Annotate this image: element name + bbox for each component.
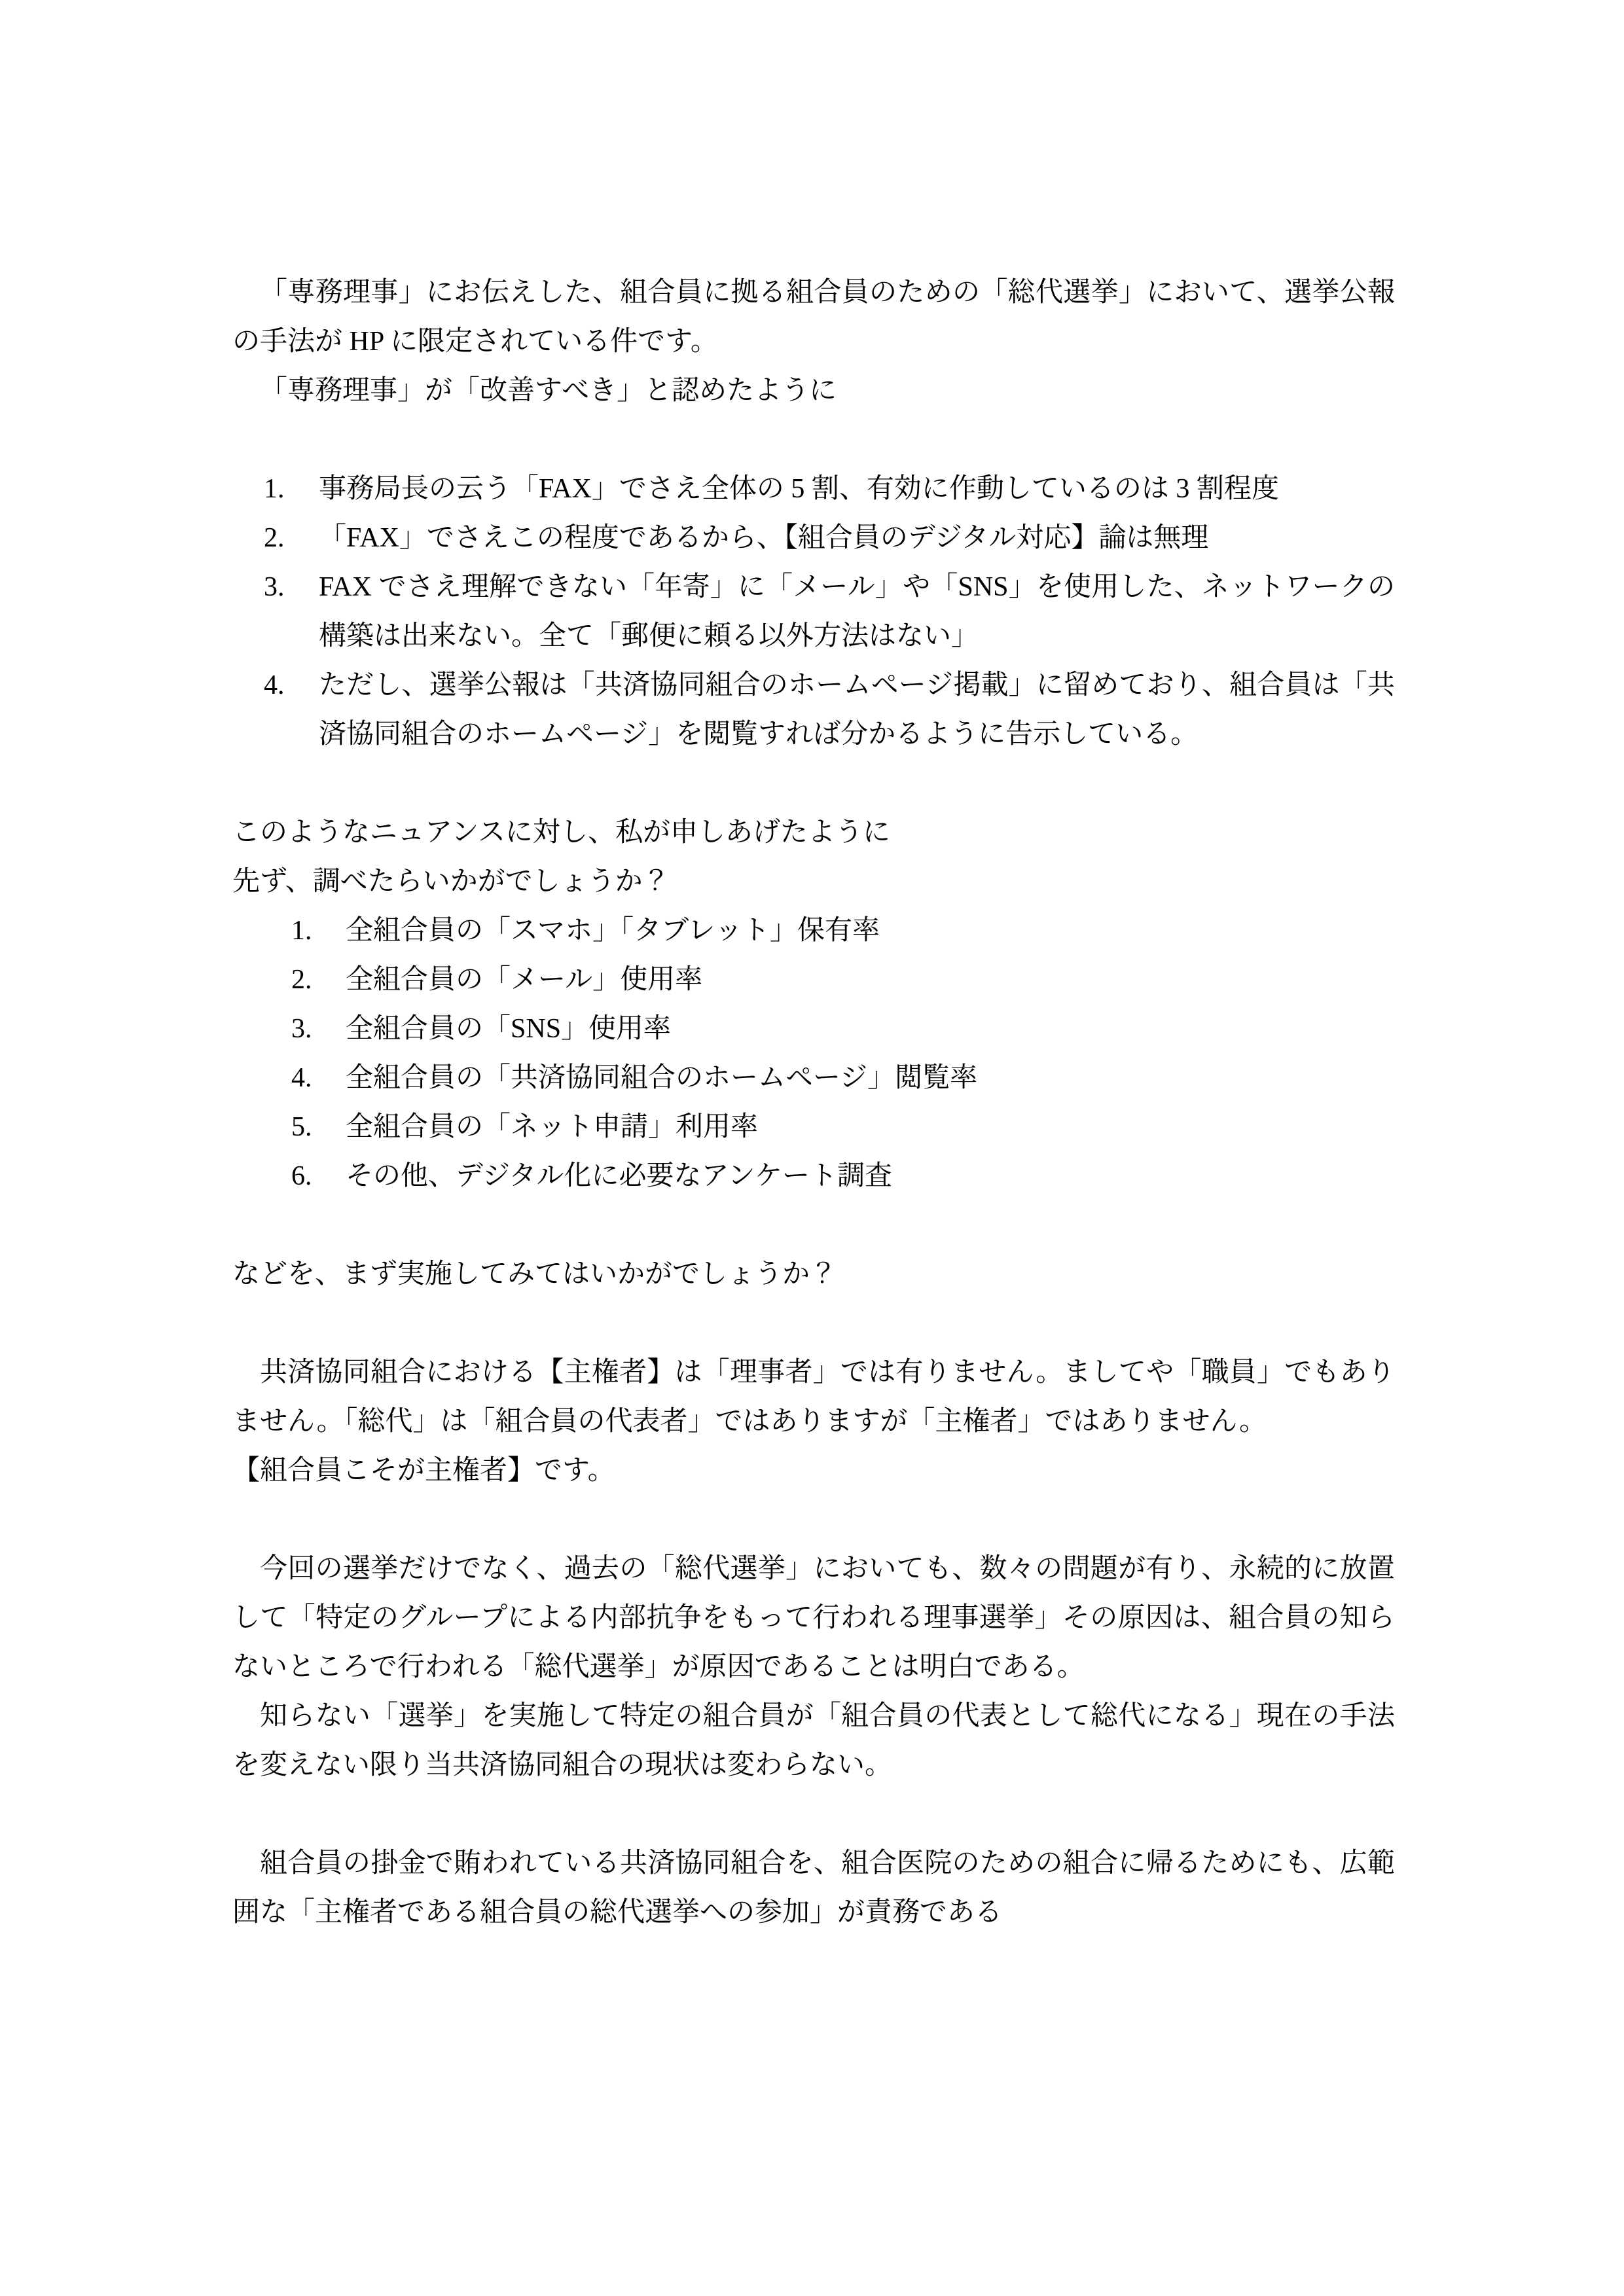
list-item-number: 2. [291, 965, 312, 995]
list-item-text: 事務局長の云う「FAX」でさえ全体の 5 割、有効に作動しているのは 3 割程度 [319, 474, 1279, 504]
issues-list-item-4 [232, 661, 1395, 759]
list-item-text: 全組合員の「ネット申請」利用率 [346, 1112, 759, 1142]
list-item-number: 2. [264, 523, 285, 553]
list-item-number: 3. [291, 1014, 312, 1044]
survey-list-item-6 [232, 1152, 1395, 1201]
list-item-text: 全組合員の「メール」使用率 [346, 965, 703, 995]
issues-list-item-1 [232, 465, 1395, 514]
list-item-text: 全組合員の「共済協同組合のホームページ」閲覧率 [346, 1063, 978, 1093]
blank-line [232, 1299, 1395, 1348]
issues-list-item-3 [232, 563, 1395, 661]
list-item-text: 全組合員の「スマホ」「タブレット」保有率 [346, 916, 880, 946]
list-item-number: 4. [291, 1063, 312, 1093]
list-item-number: 1. [291, 916, 312, 946]
list-item-text: その他、デジタル化に必要なアンケート調査 [346, 1161, 892, 1191]
survey-list-item-3 [232, 1005, 1395, 1054]
list-item-text: FAX でさえ理解できない「年寄」に「メール」や「SNS」を使用した、ネットワークの構築は出来ない。全て「郵便に頼る以外方法はない」 [319, 572, 1395, 651]
blank-line [232, 759, 1395, 808]
list-item-number: 3. [264, 572, 285, 602]
intro-paragraph-2: 「専務理事」が「改善すべき」と認めたように [260, 376, 837, 406]
problem-paragraph-2: 知らない「選挙」を実施して特定の組合員が「組合員の代表として総代になる」現在の手法を変えない限り当共済協同組合の現状は変わらない。 [232, 1701, 1395, 1780]
list-item-text: 「FAX」でさえこの程度であるから、【組合員のデジタル対応】論は無理 [319, 523, 1209, 553]
list-item-text: ただし、選挙公報は「共済協同組合のホームページ掲載」に留めており、組合員は「共済協同組合のホームページ」を閲覧すれば分かるように告示している。 [319, 670, 1395, 749]
survey-list [232, 906, 1395, 1201]
intro-paragraph-1: 「専務理事」にお伝えした、組合員に拠る組合員のための「総代選挙」において、選挙公報の手法が HP に限定されている件です。 [232, 278, 1395, 357]
survey-list-item-1 [232, 906, 1395, 956]
list-item-text: 全組合員の「SNS」使用率 [346, 1014, 672, 1044]
blank-line [232, 1496, 1395, 1545]
list-item-number: 6. [291, 1161, 312, 1191]
proposal-lead-2: 先ず、調べたらいかがでしょうか？ [232, 867, 670, 897]
survey-list-item-2 [232, 956, 1395, 1005]
survey-list-item-5 [232, 1103, 1395, 1152]
proposal-lead-1: このようなニュアンスに対し、私が申しあげたように [232, 817, 891, 848]
survey-list-item-4 [232, 1054, 1395, 1103]
blank-line [232, 1790, 1395, 1839]
sovereign-paragraph-2: 【組合員こそが主権者】です。 [232, 1456, 615, 1486]
issues-list [232, 465, 1395, 759]
conclusion-paragraph: 組合員の掛金で賄われている共済協同組合を、組合医院のための組合に帰るためにも、広範囲な「主権者である組合員の総代選挙への参加」が責務である [232, 1848, 1395, 1928]
blank-line [232, 416, 1395, 465]
issues-list-item-2 [232, 514, 1395, 563]
list-item-number: 5. [291, 1112, 312, 1142]
list-item-number: 1. [264, 474, 285, 504]
problem-paragraph-1: 今回の選挙だけでなく、過去の「総代選挙」においても、数々の問題が有り、永続的に放置して「特定のグループによる内部抗争をもって行われる理事選挙」その原因は、組合員の知らないところで行われる「総代選挙」が原因であることは明白である。 [232, 1554, 1395, 1682]
sovereign-paragraph-1: 共済協同組合における【主権者】は「理事者」では有りません。ましてや「職員」でもありません。「総代」は「組合員の代表者」ではありますが「主権者」ではありません。 [232, 1357, 1395, 1437]
list-item-number: 4. [264, 670, 285, 700]
blank-line [232, 1201, 1395, 1250]
proposal-closing: などを、まず実施してみてはいかがでしょうか？ [232, 1259, 838, 1289]
